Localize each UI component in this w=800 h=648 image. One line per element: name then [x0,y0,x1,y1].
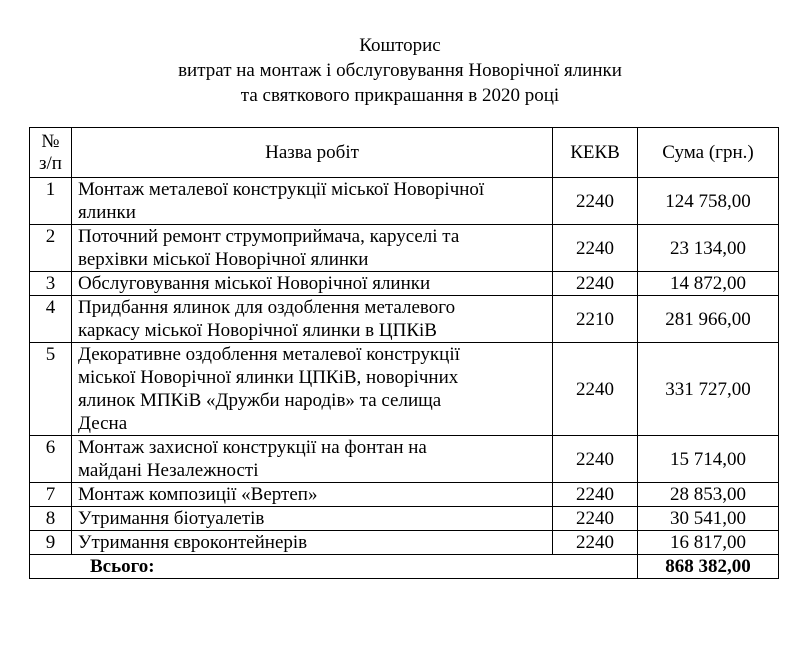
row-sum: 15 714,00 [638,436,779,483]
total-sum: 868 382,00 [638,555,779,579]
table-row [30,531,779,555]
row-number: 1 [30,178,72,225]
header-kekv: КЕКВ [553,128,638,178]
table-row [30,272,779,296]
row-work-name [72,531,553,555]
work-name-line: ялинок МПКіВ «Дружби народів» та селища [78,390,442,411]
row-work-name [72,483,553,507]
row-work-name [72,507,553,531]
work-name-line: Обслуговування міської Новорічної ялинки [78,273,431,294]
work-name-line: Монтаж захисної конструкції на фонтан на [78,437,427,458]
row-number: 6 [30,436,72,483]
row-number: 2 [30,225,72,272]
total-row [30,555,779,579]
work-name-line: каркасу міської Новорічної ялинки в ЦПКіВ [78,320,437,341]
row-kekv: 2240 [553,531,638,555]
row-kekv: 2240 [553,343,638,436]
estimate-table [29,127,779,579]
row-kekv: 2240 [553,507,638,531]
work-name-line: міської Новорічної ялинки ЦПКіВ, новорічних [78,367,459,388]
work-name-line: Придбання ялинок для оздоблення металевого [78,297,456,318]
header-number [30,128,72,178]
work-name-line: майдані Незалежності [78,460,259,481]
row-number: 9 [30,531,72,555]
row-number: 3 [30,272,72,296]
header-number-abbr: з/п [39,152,62,174]
work-name-line: Утримання євроконтейнерів [78,532,308,553]
header-sum: Сума (грн.) [638,128,779,178]
work-name-line: Монтаж композиції «Вертеп» [78,484,318,505]
row-number: 5 [30,343,72,436]
work-name-line: Утримання біотуалетів [78,508,265,529]
total-label: Всього: [30,555,638,579]
row-sum: 124 758,00 [638,178,779,225]
table-row [30,178,779,225]
row-sum: 16 817,00 [638,531,779,555]
row-work-name [72,178,553,225]
row-sum: 281 966,00 [638,296,779,343]
table-row [30,507,779,531]
row-sum: 23 134,00 [638,225,779,272]
document-subtitle-line2: та святкового прикрашання в 2020 році [240,85,560,106]
table-row [30,483,779,507]
header-number-symbol: № [41,130,60,152]
row-work-name [72,343,553,436]
row-sum: 30 541,00 [638,507,779,531]
row-sum: 14 872,00 [638,272,779,296]
row-sum: 331 727,00 [638,343,779,436]
work-name-line: верхівки міської Новорічної ялинки [78,249,369,270]
row-number: 4 [30,296,72,343]
work-name-line: Десна [78,413,128,434]
row-work-name [72,225,553,272]
table-row [30,343,779,436]
row-work-name [72,272,553,296]
work-name-line: Поточний ремонт струмоприймача, каруселі та [78,226,460,247]
row-sum: 28 853,00 [638,483,779,507]
row-kekv: 2240 [553,483,638,507]
table-row [30,225,779,272]
document-subtitle-line1: витрат на монтаж і обслуговування Новорічної ялинки [178,60,622,81]
work-name-line: ялинки [78,202,136,223]
row-kekv: 2210 [553,296,638,343]
work-name-line: Декоративне оздоблення металевої конструкції [78,344,460,365]
row-kekv: 2240 [553,178,638,225]
row-number: 8 [30,507,72,531]
row-kekv: 2240 [553,225,638,272]
row-kekv: 2240 [553,436,638,483]
table-header-row [30,128,779,178]
header-name: Назва робіт [72,128,553,178]
row-work-name [72,436,553,483]
table-row [30,296,779,343]
row-kekv: 2240 [553,272,638,296]
table-row [30,436,779,483]
document-title: Кошторис [359,35,441,56]
row-number: 7 [30,483,72,507]
row-work-name [72,296,553,343]
work-name-line: Монтаж металевої конструкції міської Новорічної [78,179,485,200]
